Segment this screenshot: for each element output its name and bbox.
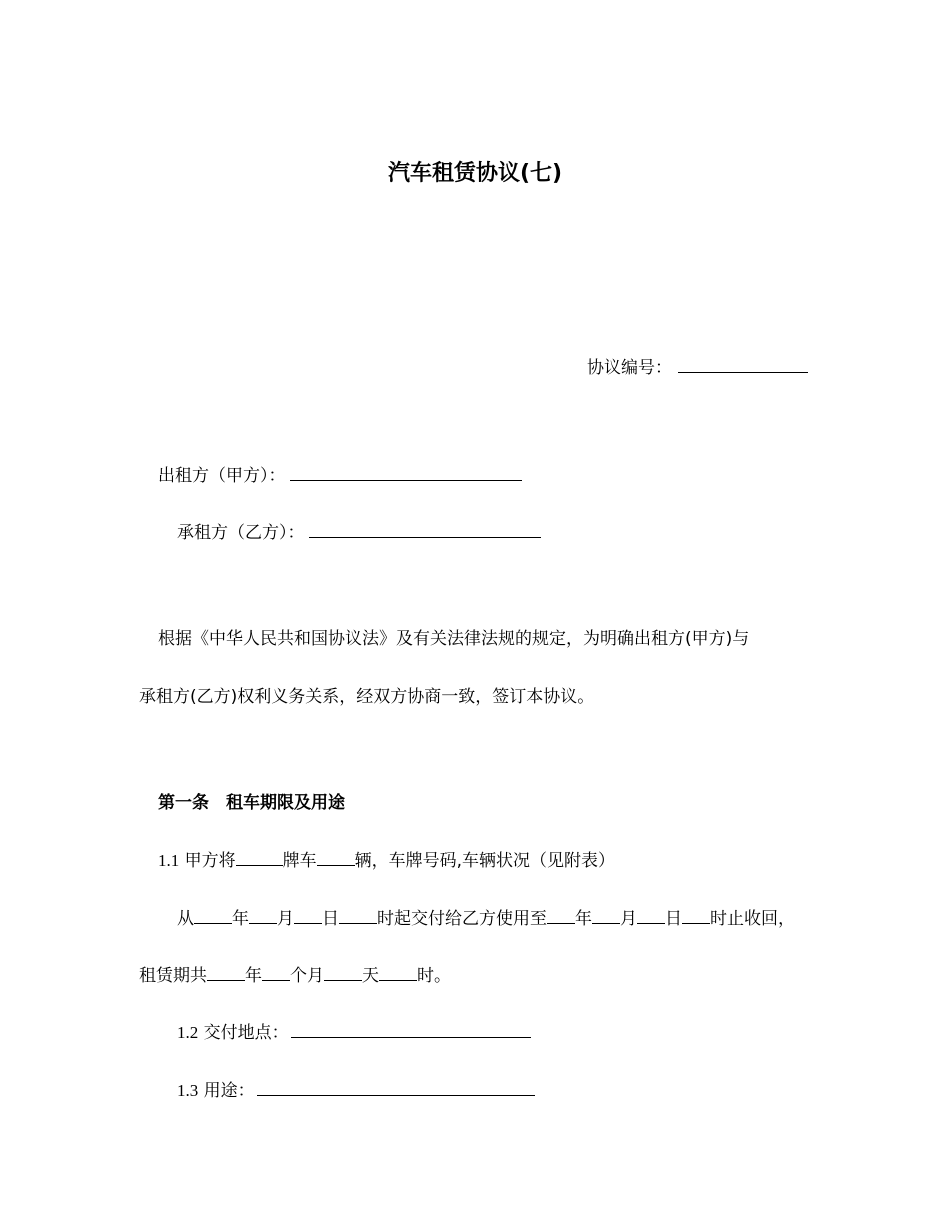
clause-1-1-text-3: 辆，车牌号码,车辆状况（见附表） xyxy=(354,851,616,871)
clause-1-1-number: 1.1 xyxy=(158,851,180,870)
blank xyxy=(294,907,322,924)
article-1-heading: 第一条 租车期限及用途 xyxy=(158,793,345,813)
duration-text: 时。 xyxy=(417,966,451,986)
blank xyxy=(207,964,245,981)
period-text: 从 xyxy=(177,909,194,929)
contract-number-label: 协议编号： xyxy=(587,358,672,378)
delivery-location-label: 交付地点： xyxy=(203,1023,289,1043)
lessor-blank xyxy=(290,464,522,481)
blank xyxy=(592,907,620,924)
clause-1-2 xyxy=(177,1021,531,1044)
contract-number-blank xyxy=(678,356,808,373)
blank xyxy=(317,849,355,866)
delivery-location-blank xyxy=(291,1021,531,1038)
blank xyxy=(682,907,710,924)
document-title: 汽车租赁协议(七) xyxy=(387,161,563,186)
duration-text: 个月 xyxy=(290,966,324,986)
duration-text: 年 xyxy=(245,966,262,986)
blank xyxy=(324,964,362,981)
clause-1-1-text-2: 牌车 xyxy=(282,851,317,871)
period-text: 时止收回， xyxy=(710,909,795,929)
rental-duration-line xyxy=(139,964,451,987)
period-text: 年 xyxy=(232,909,249,929)
purpose-blank xyxy=(257,1079,535,1096)
clause-1-3-number: 1.3 xyxy=(177,1081,199,1100)
lessee-label: 承租方（乙方）： xyxy=(177,523,305,543)
blank xyxy=(637,907,665,924)
rental-period-line xyxy=(177,907,795,930)
blank xyxy=(339,907,377,924)
period-text: 月 xyxy=(620,909,637,929)
blank xyxy=(194,907,232,924)
contract-number-line xyxy=(587,356,808,379)
purpose-label: 用途： xyxy=(203,1081,255,1101)
blank xyxy=(236,849,283,866)
lessee-blank xyxy=(309,521,541,538)
period-text: 日 xyxy=(665,909,682,929)
preamble-line-1: 根据《中华人民共和国协议法》及有关法律法规的规定，为明确出租方(甲方)与 xyxy=(158,629,750,649)
clause-1-2-number: 1.2 xyxy=(177,1023,199,1042)
blank xyxy=(249,907,277,924)
lessor-line xyxy=(158,464,522,487)
duration-text: 租赁期共 xyxy=(139,966,207,986)
period-text: 年 xyxy=(575,909,592,929)
clause-1-1 xyxy=(158,849,615,872)
lessee-line xyxy=(177,521,541,544)
blank xyxy=(262,964,290,981)
period-text: 时起交付给乙方使用至 xyxy=(377,909,547,929)
blank xyxy=(547,907,575,924)
blank xyxy=(379,964,417,981)
period-text: 日 xyxy=(322,909,339,929)
clause-1-3 xyxy=(177,1079,535,1102)
clause-1-1-text-1: 甲方将 xyxy=(184,851,236,871)
lessor-label: 出租方（甲方）： xyxy=(158,466,286,486)
duration-text: 天 xyxy=(362,966,379,986)
preamble-line-2: 承租方(乙方)权利义务关系，经双方协商一致，签订本协议。 xyxy=(139,687,595,707)
period-text: 月 xyxy=(277,909,294,929)
